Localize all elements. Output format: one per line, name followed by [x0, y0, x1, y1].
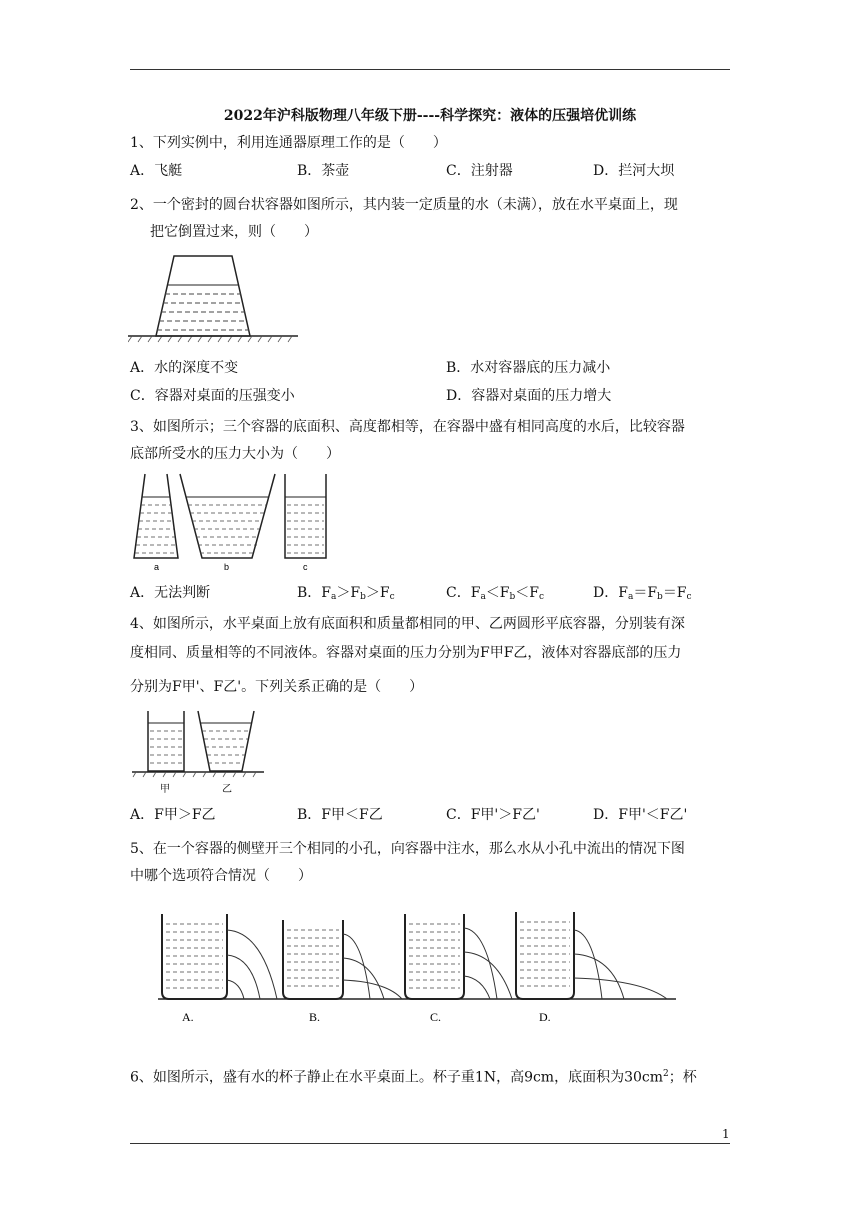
header-rule [130, 69, 730, 70]
q2-option-d: D．容器对桌面的压力增大 [446, 388, 612, 404]
fig4-label-yi: 乙 [222, 784, 232, 795]
jia-yi-containers-figure [128, 707, 268, 795]
fig3-label-c: c [303, 562, 308, 572]
fig5-label-d: D. [539, 1010, 551, 1024]
option-a-container [162, 914, 277, 999]
q1-option-b: B．茶壶 [297, 163, 350, 179]
q2-option-c: C．容器对桌面的压强变小 [130, 388, 295, 404]
three-containers-figure [128, 470, 343, 575]
q2-option-a: A．水的深度不变 [130, 360, 239, 376]
q1-option-d: D．拦河大坝 [593, 163, 675, 179]
fig4-label-jia: 甲 [160, 784, 170, 795]
fig5-label-a: A. [182, 1010, 194, 1024]
page-number: 1 [722, 1127, 730, 1141]
fig3-label-a: a [154, 562, 160, 572]
question-2-stem-line2: 把它倒置过来，则（ ） [150, 224, 318, 240]
question-4-stem-line2: 度相同、质量相等的不同液体。容器对桌面的压力分别为F甲F乙，液体对容器底部的压力 [130, 645, 682, 661]
question-4-stem-line3: 分别为F甲'、F乙'。下列关系正确的是（ ） [130, 679, 424, 695]
option-b-container [283, 920, 402, 999]
q4-option-a: A．F甲＞F乙 [130, 807, 216, 823]
q3-option-b: B．$F_a>F_b>F_c$ [297, 585, 395, 602]
q4-option-b: B．F甲＜F乙 [297, 807, 383, 823]
fig5-label-c: C. [430, 1010, 442, 1024]
fig5-label-b: B. [309, 1010, 321, 1024]
q1-option-a: A．飞艇 [130, 163, 183, 179]
question-2-stem-line1: 2、一个密封的圆台状容器如图所示，其内装一定质量的水（未满），放在水平桌面上，现 [130, 197, 678, 213]
frustum-container-figure [128, 252, 298, 347]
q3-option-c: C．$F_a<F_b<F_c$ [446, 585, 545, 602]
q2-option-b: B．水对容器底的压力减小 [446, 360, 611, 376]
water-jet-options-figure [152, 900, 682, 1030]
footer-rule [130, 1143, 730, 1144]
question-1-stem: 1、下列实例中，利用连通器原理工作的是（ ） [130, 135, 447, 151]
question-3-stem-line2: 底部所受水的压力大小为（ ） [130, 446, 340, 462]
q3-option-d: D．$F_a=F_b=F_c$ [593, 585, 692, 602]
q4-option-d: D．F甲'＜F乙' [593, 807, 688, 823]
option-c-container [405, 914, 512, 999]
q4-option-c: C．F甲'＞F乙' [446, 807, 540, 823]
question-6-stem: 6、如图所示，盛有水的杯子静止在水平桌面上。杯子重1N，高9cm，底面积为$30cm^2$；杯 [130, 1069, 697, 1086]
question-5-stem-line1: 5、在一个容器的侧壁开三个相同的小孔，向容器中注水，那么水从小孔中流出的情况下图 [130, 841, 685, 857]
question-5-stem-line2: 中哪个选项符合情况（ ） [130, 868, 312, 884]
option-d-container [516, 912, 667, 999]
question-3-stem-line1: 3、如图所示；三个容器的底面积、高度都相等，在容器中盛有相同高度的水后，比较容器 [130, 419, 685, 435]
question-4-stem-line1: 4、如图所示，水平桌面上放有底面积和质量都相同的甲、乙两圆形平底容器，分别装有深 [130, 616, 685, 632]
q1-option-c: C．注射器 [446, 163, 513, 179]
page-title: 2022年沪科版物理八年级下册----科学探究：液体的压强培优训练 [223, 108, 637, 124]
fig3-label-b: b [224, 562, 230, 572]
q3-option-a: A．无法判断 [130, 585, 211, 601]
